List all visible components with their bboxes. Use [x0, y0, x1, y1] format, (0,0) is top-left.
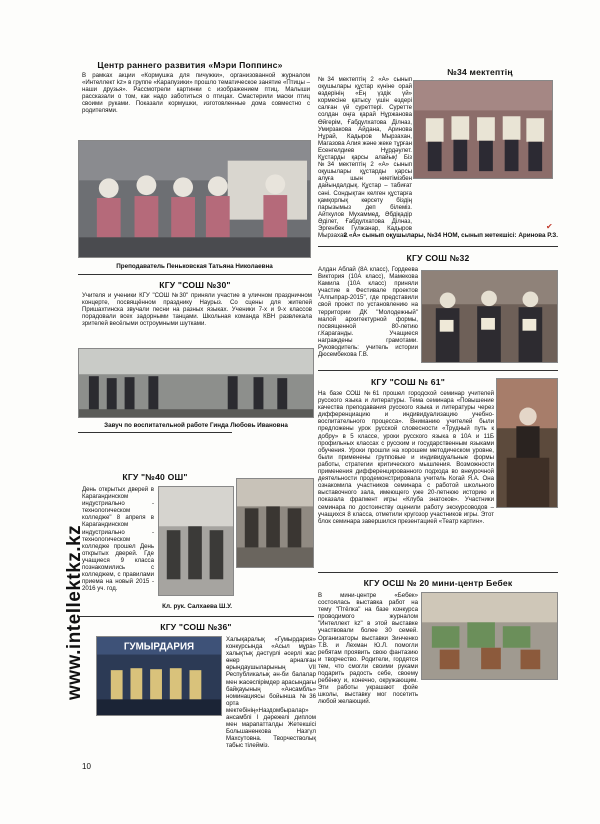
s4-text: Алдан Аблай (8А класс), Гордеева Виктория (10А класс), Мамекова Камила (10А класс) приняли участие в Фестивале проектов "Алгыпрар-2015", где представили свой проект по установлению на территории ДК "Молодежный" малой архитектурной формы, посвященной 80-летию г.Караганды. Учащиеся награждены грамотами. Руководитель: учитель истории Дюсембекова Г.В.: [318, 266, 418, 359]
s8-text: В мини-центре «Бебек» состоялась выставка работ на тему "Птёлка" на базе конкурса проводимого журналом "Интеллект kz" в этой выставке участвовали более 30 семей. Организаторы выставки Зинченко Т.В. и Лехман Ю.Л. помогли ребятам проявить свою фантазию и творчество. Родители, гордятся тем, что смогли своими руками подарить радость себе, своему ребёнку и, конечно, окружающим. Эти работы украшают фойе школы, выставку мог посетить любой желающий.: [318, 592, 418, 706]
s8-title: КГУ ОСШ № 20 мини-центр Бебек: [363, 578, 513, 588]
s1-caption: Преподаватель Пеньковская Татьяна Николаевна: [116, 263, 273, 270]
s7-title: КГУ "СОШ №36": [160, 622, 232, 632]
s3-title: КГУ "СОШ №30": [159, 280, 231, 290]
divider: [78, 432, 232, 433]
divider: [318, 370, 558, 371]
s5-title: КГУ "СОШ № 61": [370, 377, 446, 387]
s6-text: День открытых дверей в Карагандинском индустриально - технологическом колледже" 8 апреля в Карагандинском индустриально - технологическом колледже прошел День открытых дверей. Где учащиеся 9 класса познакомились с колледжем, с правилами приема на новый 2015 - 2016 уч. год.: [82, 486, 154, 593]
divider: [78, 616, 314, 617]
s8-photo-exhibition-crafts: [421, 592, 558, 680]
divider: [78, 274, 312, 275]
divider: [318, 246, 558, 247]
check-mark-icon: ✔: [546, 222, 553, 231]
s2-text: №34 мектептің 2 «А» сынып оқушылары құстар күніне орай өздерінің «Ең үздік үй» кормесіне қатысу үшін өздері салған үй суреттері. Суретте солдан оңға қарай Нұржанова Өйгерім, Ғабдулхатова Ділназ, Умирзакова Айдана, Аринова Нұрай, Кадыров Мырзахан, Магазова Алия және жеке тұрған Есенгелдиев Нұрдәулет. Құстарды қарсы алайық! Біз №34 мектептің 2 «А» сынып оқушылары құстарды қарсы алуға шын ниетімізбен дайындалдық. Құстар – табиғат сәні. Сондықтан келген құстарға қамқорлық көрсету біздің парызымыз деп білеміз. Айткулов Мухаммед, Әбдіқадір Әділет, Ғабдулхатова Ділназ, Эргенбек Гулжанар, Кадыров Мырзахан.: [318, 76, 412, 240]
divider: [318, 572, 558, 573]
s5-text: На базе СОШ №61 прошел городской семинар учителей русского языка и литературы. Тема семинара «Повышение качества преподавания русского языка и литературы через дифференциацию и индивидуализацию учебно-воспитательного процесса». Вниманию учителей были предложены урок русской словесности «Трудный путь к добру» в 5 классе, уроки русского языка в 10А и 11Б профильных классах с русским и государственным языками обучения. Уроки прошли на хорошем методическом уровне, были применены групповые и индивидуальные формы работы, стратегии критического мышления. Возможности применения дифференцированного подхода во внеурочной деятельности продемонстрировала учитель Когай Я.А. Она ознакомила участников семинара с работой школьного выставочного зала, имеющего уже 20-летнюю историю и показала фрагмент игры «Клуба знатоков». Участники семинара по достоинству оценили работу экскурсоводов – учащихся 8 класса, отметили кругозор участников игры. Этот блок семинара завершился презентацией «Театр картин».: [318, 390, 494, 525]
s7-text: Халықаралық «Гумырдария» конкурсында «Асыл мұра» халықтық дәстүрлі әсерлі жас өнер арналған өрындаушыларының VII Республикалық ән-би балалар мен жасөспірімдер арасындағы байқауының «Ансамбль» номинациясы бойынша №36 орта мектебінің«Наздомбыралар» ансамблі I дәрежелі диплом мен марапатталды Жетекшісі Большаненкова Назгүл Махсутовна. Творчестволық табыс тілейміз.: [226, 636, 316, 750]
s3-caption: Завуч по воспитательной работе Гинда Любовь Ивановна: [104, 422, 288, 429]
s6-photo-open-day: [158, 486, 234, 596]
s4-photo-students-certificates: [421, 270, 558, 363]
s1-photo-children-bird-masks: [78, 140, 311, 258]
s2-signature: 2 «А» сынып оқушылары, №34 НОМ, сынып жетекшісі: Аринова Р.З.: [343, 232, 558, 239]
s2-title: №34 мектептің: [447, 67, 513, 77]
s5-photo-seminar-room: [236, 478, 314, 568]
site-vertical-label: www.intellektkz.kz: [64, 524, 85, 700]
s2-photo-pupils-drawings: [413, 80, 553, 179]
s6-title: КГУ "№40 ОШ": [122, 472, 188, 482]
s7-photo-ensemble-stage: [96, 636, 222, 716]
s3-text: Учителя и ученики КГУ "СОШ №30" приняли участие в уличном праздничном концерте, посвящённом празднику Наурыз. Со сцены для жителей Пришахтинска звучали песни на разных языках. Ученики 7-х и 9-х классов порадовали всех задорными танцами. Школьная команда КВН развлекала зрителей весёлыми остроумными шутками.: [82, 292, 312, 328]
s1-text: В рамках акции «Кормушка для пичужки», организованной журналом «Интеллект kz» в группе «Карапузики» прошло тематическое занятие «Птицы – наши друзья». Рассмотрели картинки с изображением птиц. Малыши рассказали о том, как надо заботиться о птицах. Смастерили маски птиц своими руками. Показали кормушки, изготовленные дома совместно с родителями.: [82, 72, 310, 115]
s3-photo-concert-stage: [78, 348, 314, 418]
s6-signature: Кл. рук. Салхаева Ш.У.: [162, 603, 232, 610]
s1-title: Центр раннего развития «Мэри Поппинс»: [97, 60, 283, 70]
page-number: 10: [82, 762, 91, 771]
s4-title: КГУ СОШ №32: [406, 253, 470, 263]
s2-text-continued: [318, 186, 558, 224]
s5-photo-teacher-lectern: [496, 378, 558, 508]
s7-banner: ГУМЫРДАРИЯ: [123, 641, 195, 653]
